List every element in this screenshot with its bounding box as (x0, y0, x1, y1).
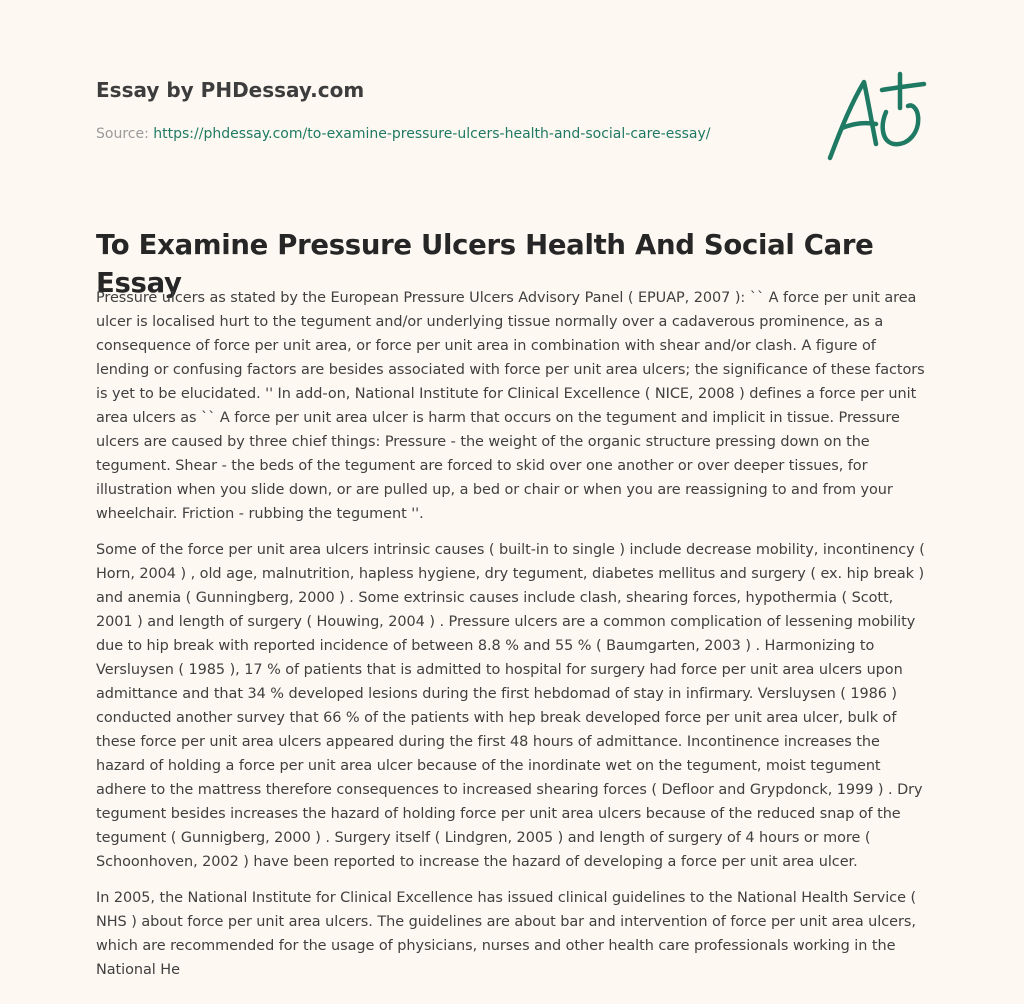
essay-paragraph: Pressure ulcers as stated by the European Pressure Ulcers Advisory Panel ( EPUAP, 2007 ): `` A force per unit area ulcer is localised hurt to the tegument and/or underlying tissue normally over a cadaverous prominence, as a consequence of force per unit area, or force per unit area in combination with shear and/or clash. A figure of lending or confusing factors are besides associated with force per unit area ulcers; the significance of these factors is yet to be elucidated. '' In add-on, National Institute for Clinical Excellence ( NICE, 2008 ) defines a force per unit area ulcers as `` A force per unit area ulcer is harm that occurs on the tegument and implicit in tissue. Pressure ulcers are caused by three chief things: Pressure - the weight of the organic structure pressing down on the tegument. Shear - the beds of the tegument are forced to skid over one another or over deeper tissues, for illustration when you slide down, or are pulled up, a bed or chair or when you are reassigning to and from your wheelchair. Friction - rubbing the tegument ''. (96, 290, 925, 522)
a-plus-grade-logo-icon (820, 66, 930, 166)
source-line (96, 124, 796, 144)
essay-body (96, 286, 932, 994)
essay-paragraph: In 2005, the National Institute for Clinical Excellence has issued clinical guidelines to the National Health Service ( NHS ) about force per unit area ulcers. The guidelines are about bar and intervention of force per unit area ulcers, which are recommended for the usage of physicians, nurses and other health care professionals working in the National He (96, 890, 917, 978)
essay-paragraph: Some of the force per unit area ulcers intrinsic causes ( built-in to single ) include decrease mobility, incontinency ( Horn, 2004 ) , old age, malnutrition, hapless hygiene, dry tegument, diabetes mellitus and surgery ( ex. hip break ) and anemia ( Gunningberg, 2000 ) . Some extrinsic causes include clash, shearing forces, hypothermia ( Scott, 2001 ) and length of surgery ( Houwing, 2004 ) . Pressure ulcers are a common complication of lessening mobility due to hip break with reported incidence of between 8.8 % and 55 % ( Baumgarten, 2003 ) . Harmonizing to Versluysen ( 1985 ), 17 % of patients that is admitted to hospital for surgery had force per unit area ulcers upon admittance and that 34 % developed lesions during the first hebdomad of stay in infirmary. Versluysen ( 1986 ) conducted another survey that 66 % of the patients with hep break developed force per unit area ulcer, bulk of these force per unit area ulcers appeared during the first 48 hours of admittance. Incontinence increases the hazard of holding a force per unit area ulcer because of the inordinate wet on the tegument, moist tegument adhere to the mattress therefore consequences to increased shearing forces ( Defloor and Grypdonck, 1999 ) . Dry tegument besides increases the hazard of holding force per unit area ulcers because of the reduced snap of the tegument ( Gunnigberg, 2000 ) . Surgery itself ( Lindgren, 2005 ) and length of surgery of 4 hours or more ( Schoonhoven, 2002 ) have been reported to increase the hazard of developing a force per unit area ulcer. (96, 542, 925, 870)
site-brand: Essay by PHDessay.com (96, 78, 365, 102)
essay-header (96, 76, 796, 144)
source-link[interactable]: https://phdessay.com/to-examine-pressure-ulcers-health-and-social-care-essay/ (153, 126, 711, 142)
essay-title: To Examine Pressure Ulcers Health And Social Care Essay (96, 229, 874, 299)
source-label: Source: (96, 126, 149, 142)
